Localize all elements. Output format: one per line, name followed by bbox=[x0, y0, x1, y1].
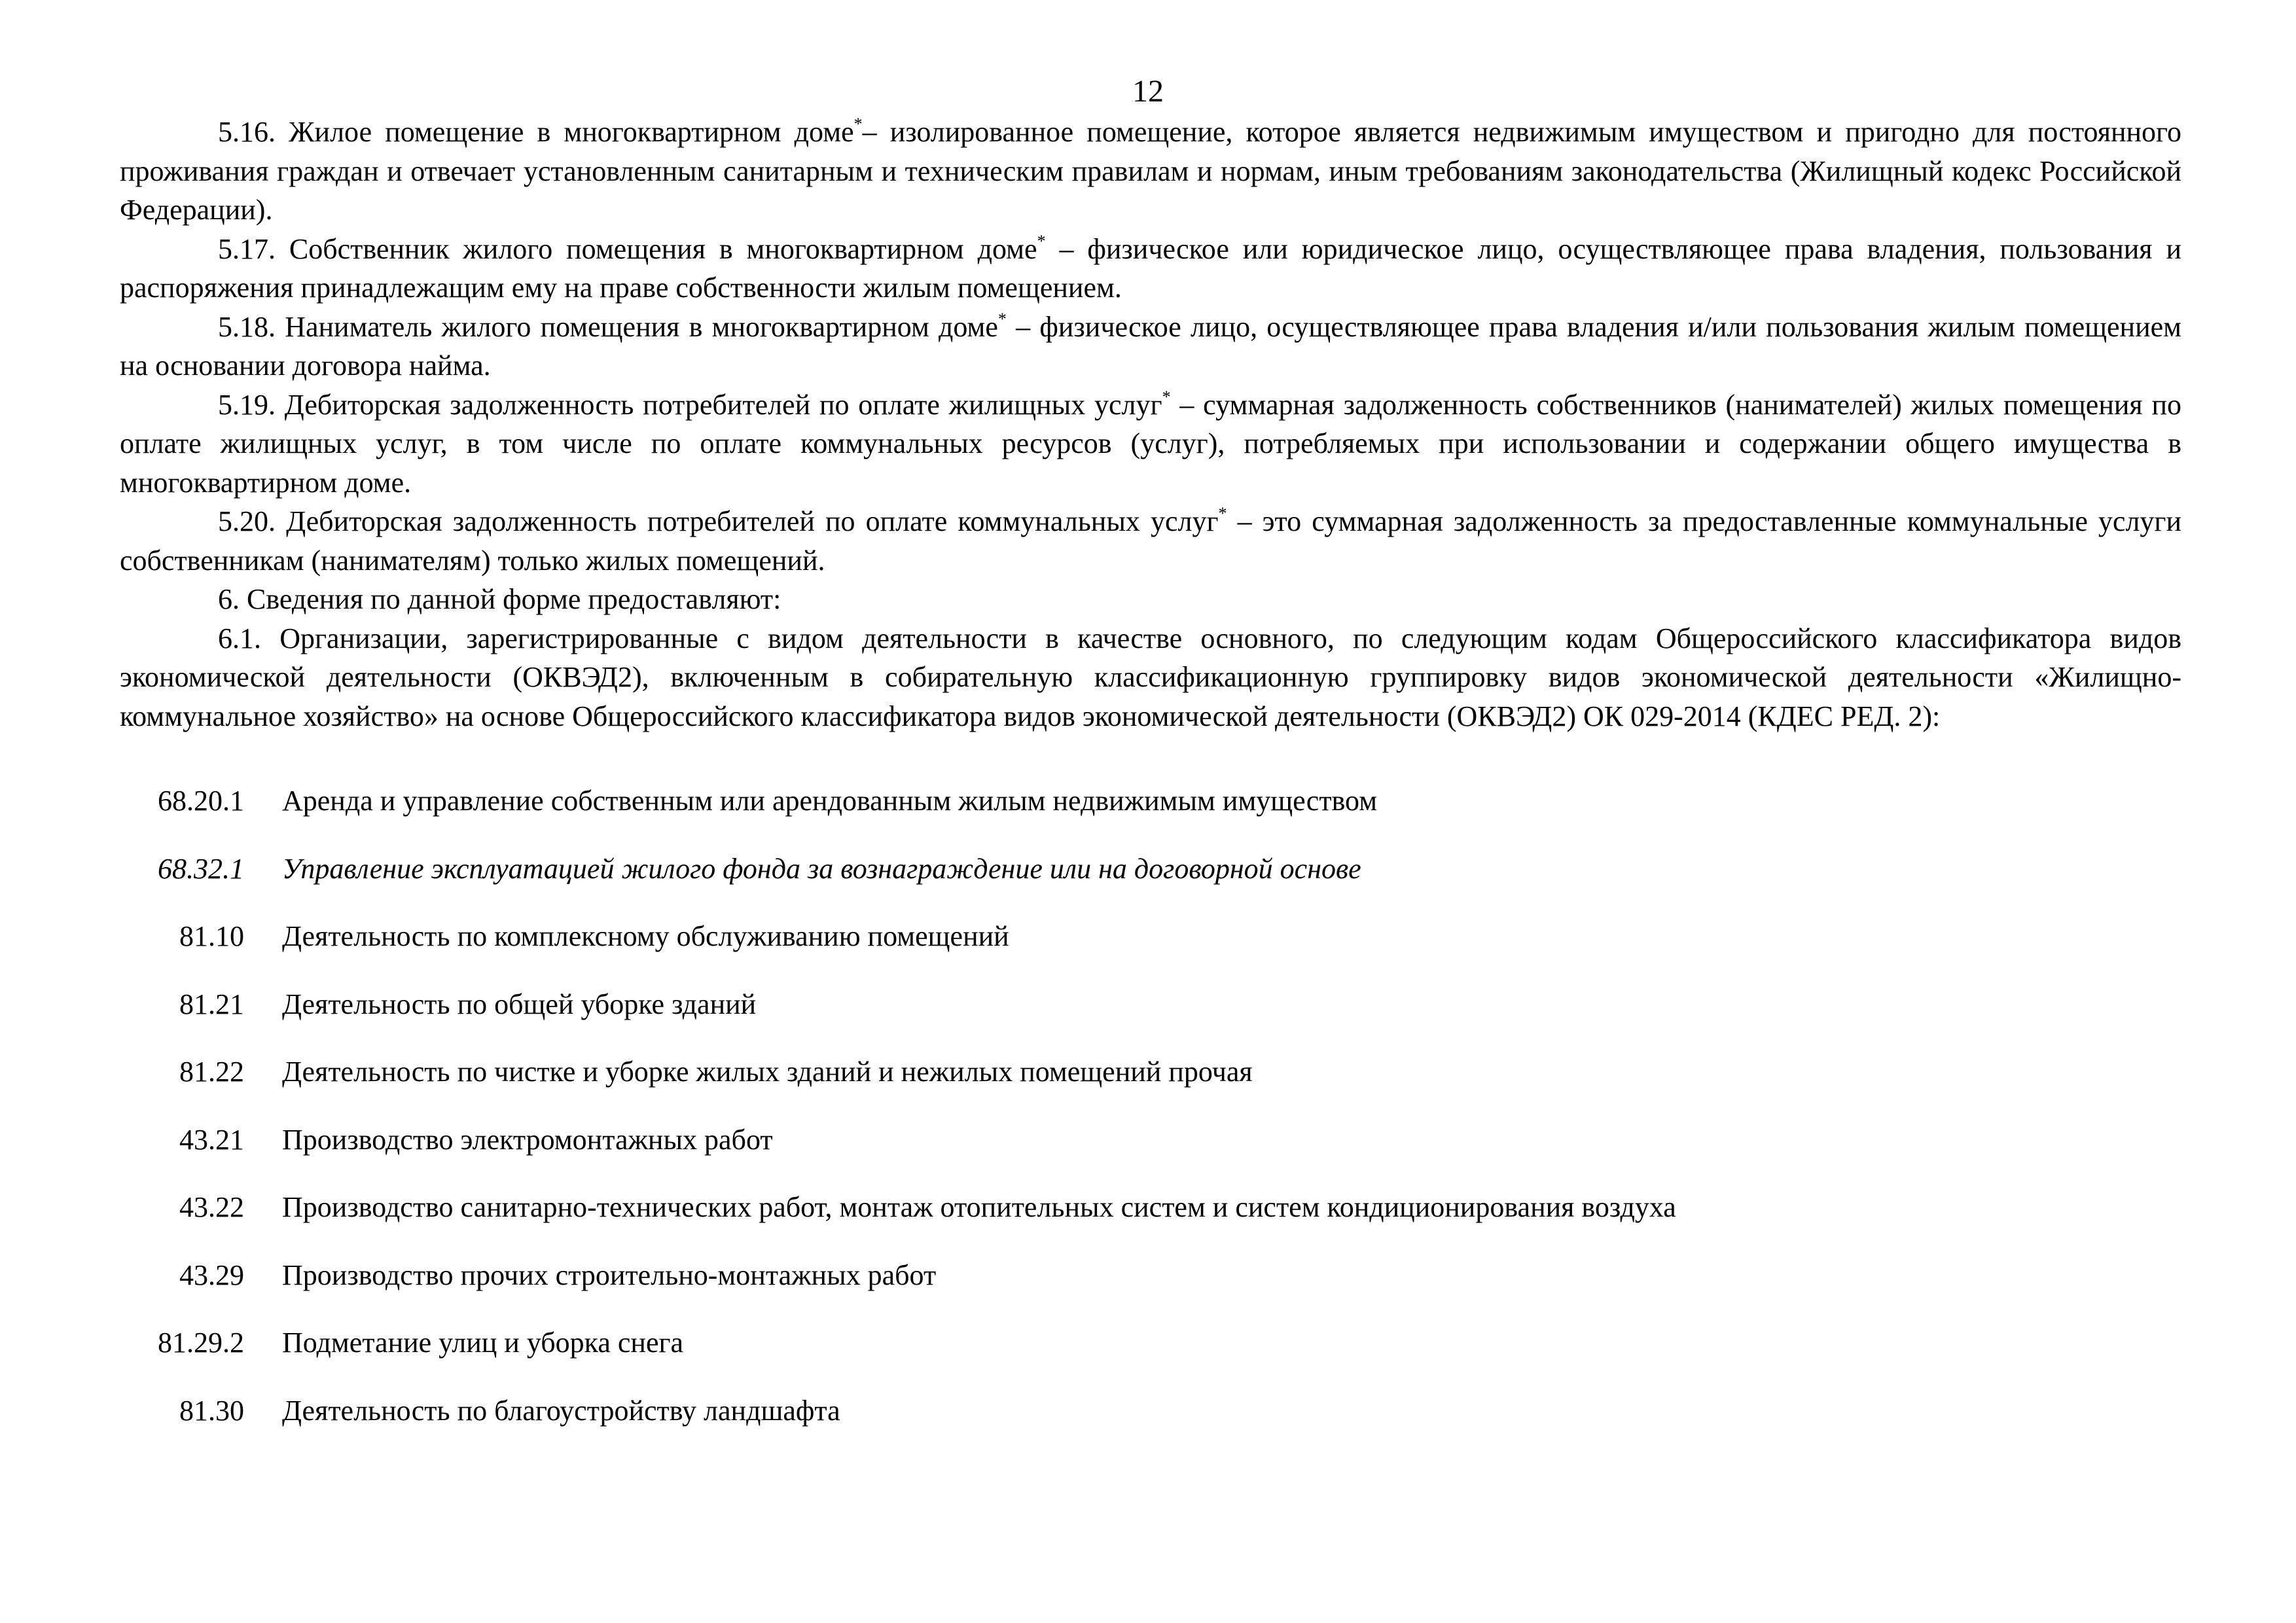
paragraph-5-16 bbox=[120, 113, 2181, 230]
paragraph-text: – это суммарная задолженность за предоставленные коммунальные услуги собственникам (нанимателям) только жилых помещений. bbox=[120, 505, 2181, 577]
paragraph-text: – физическое лицо, осуществляющее права владения и/или пользования жилым помещением на основании договора найма. bbox=[120, 310, 2182, 382]
page-number: 12 bbox=[1132, 74, 1164, 109]
paragraph-text: 5.19. Дебиторская задолженность потребителей по оплате жилищных услуг bbox=[218, 388, 1162, 421]
code-row bbox=[120, 986, 2181, 1054]
code-row bbox=[120, 1257, 2181, 1325]
code-row bbox=[120, 918, 2181, 986]
paragraph-text: 6.1. Организации, зарегистрированные с видом деятельности в качестве основного, по следующим кодам Общероссийского классификатора видов экономической деятельности (ОКВЭД2), включенным в собирательную классификационную группировку видов экономической деятельности «Жилищно-коммунальное хозяйство» на основе Общероссийского классификатора видов экономической деятельности (ОКВЭД2) ОК 029-2014 (КДЕС РЕД. 2): bbox=[120, 622, 2181, 732]
okved-description: Производство прочих строительно-монтажных работ bbox=[282, 1258, 937, 1291]
paragraph-6 bbox=[120, 580, 2181, 619]
paragraph-5-17 bbox=[120, 230, 2181, 308]
paragraph-5-18 bbox=[120, 308, 2181, 385]
okved-description: Производство электромонтажных работ bbox=[282, 1123, 773, 1156]
code-row bbox=[120, 783, 2181, 851]
paragraph-text: 5.18. Наниматель жилого помещения в многоквартирном доме bbox=[218, 310, 998, 343]
okved-description: Деятельность по благоустройству ландшафта bbox=[282, 1394, 840, 1427]
code-row bbox=[120, 1189, 2181, 1257]
footnote-mark: * bbox=[997, 309, 1007, 329]
paragraph-text: – физическое или юридическое лицо, осуществляющее права владения, пользования и распоряжения принадлежащим ему на праве собственности жилым помещением. bbox=[120, 232, 2181, 304]
footnote-mark: * bbox=[1037, 231, 1046, 251]
paragraph-text: – суммарная задолженность собственников (нанимателей) жилых помещения по оплате жилищных услуг, в том числе по оплате коммунальных ресурсов (услуг), потребляемых при использовании и содержании общего имущества в многоквартирном доме. bbox=[120, 388, 2182, 499]
paragraph-5-20 bbox=[120, 502, 2181, 580]
okved-description: Деятельность по общей уборке зданий bbox=[282, 988, 757, 1020]
code-row bbox=[120, 1393, 2181, 1461]
paragraph-text: – изолированное помещение, которое является недвижимым имуществом и пригодно для постоянного проживания граждан и отвечает установленным санитарным и техническим правилам и нормам, иным требованиям законодательства (Жилищный кодекс Российской Федерации). bbox=[120, 116, 2181, 226]
paragraph-6-1 bbox=[120, 619, 2181, 736]
okved-description: Деятельность по комплексному обслуживанию помещений bbox=[282, 920, 1009, 952]
paragraph-text: 6. Сведения по данной форме предоставляют: bbox=[218, 583, 781, 615]
code-row bbox=[120, 1325, 2181, 1393]
okved-description: Подметание улиц и уборка снега bbox=[282, 1327, 684, 1359]
okved-description: Управление эксплуатацией жилого фонда за вознаграждение или на договорной основе bbox=[282, 852, 1361, 885]
okved-code: 81.10 bbox=[179, 920, 244, 952]
paragraph-text: 5.16. Жилое помещение в многоквартирном доме bbox=[218, 116, 854, 148]
footnote-mark: * bbox=[853, 115, 863, 134]
okved-description: Аренда и управление собственным или арендованным жилым недвижимым имуществом bbox=[282, 785, 1378, 817]
okved-code: 81.21 bbox=[179, 988, 244, 1020]
okved-description: Производство санитарно-технических работ, монтаж отопительных систем и систем кондиционирования воздуха bbox=[282, 1191, 1676, 1223]
okved-code: 43.29 bbox=[179, 1258, 244, 1291]
footnote-mark: * bbox=[1218, 504, 1227, 523]
okved-description: Деятельность по чистке и уборке жилых зданий и нежилых помещений прочая bbox=[282, 1056, 1253, 1088]
paragraph-text: 5.17. Собственник жилого помещения в многоквартирном доме bbox=[218, 232, 1037, 265]
code-row bbox=[120, 1054, 2181, 1122]
paragraph-text: 5.20. Дебиторская задолженность потребителей по оплате коммунальных услуг bbox=[218, 505, 1219, 537]
okved-code: 43.21 bbox=[179, 1123, 244, 1156]
paragraph-5-19 bbox=[120, 385, 2181, 503]
okved-code: 81.22 bbox=[179, 1056, 244, 1088]
okved-code: 81.30 bbox=[179, 1394, 244, 1427]
code-row bbox=[120, 851, 2181, 919]
code-row bbox=[120, 1122, 2181, 1190]
okved-code: 68.32.1 bbox=[158, 852, 244, 885]
body-text bbox=[120, 113, 2181, 736]
okved-code-list bbox=[120, 783, 2181, 1460]
footnote-mark: * bbox=[1162, 387, 1171, 406]
okved-code: 81.29.2 bbox=[158, 1327, 244, 1359]
okved-code: 68.20.1 bbox=[158, 785, 244, 817]
okved-code: 43.22 bbox=[179, 1191, 244, 1223]
